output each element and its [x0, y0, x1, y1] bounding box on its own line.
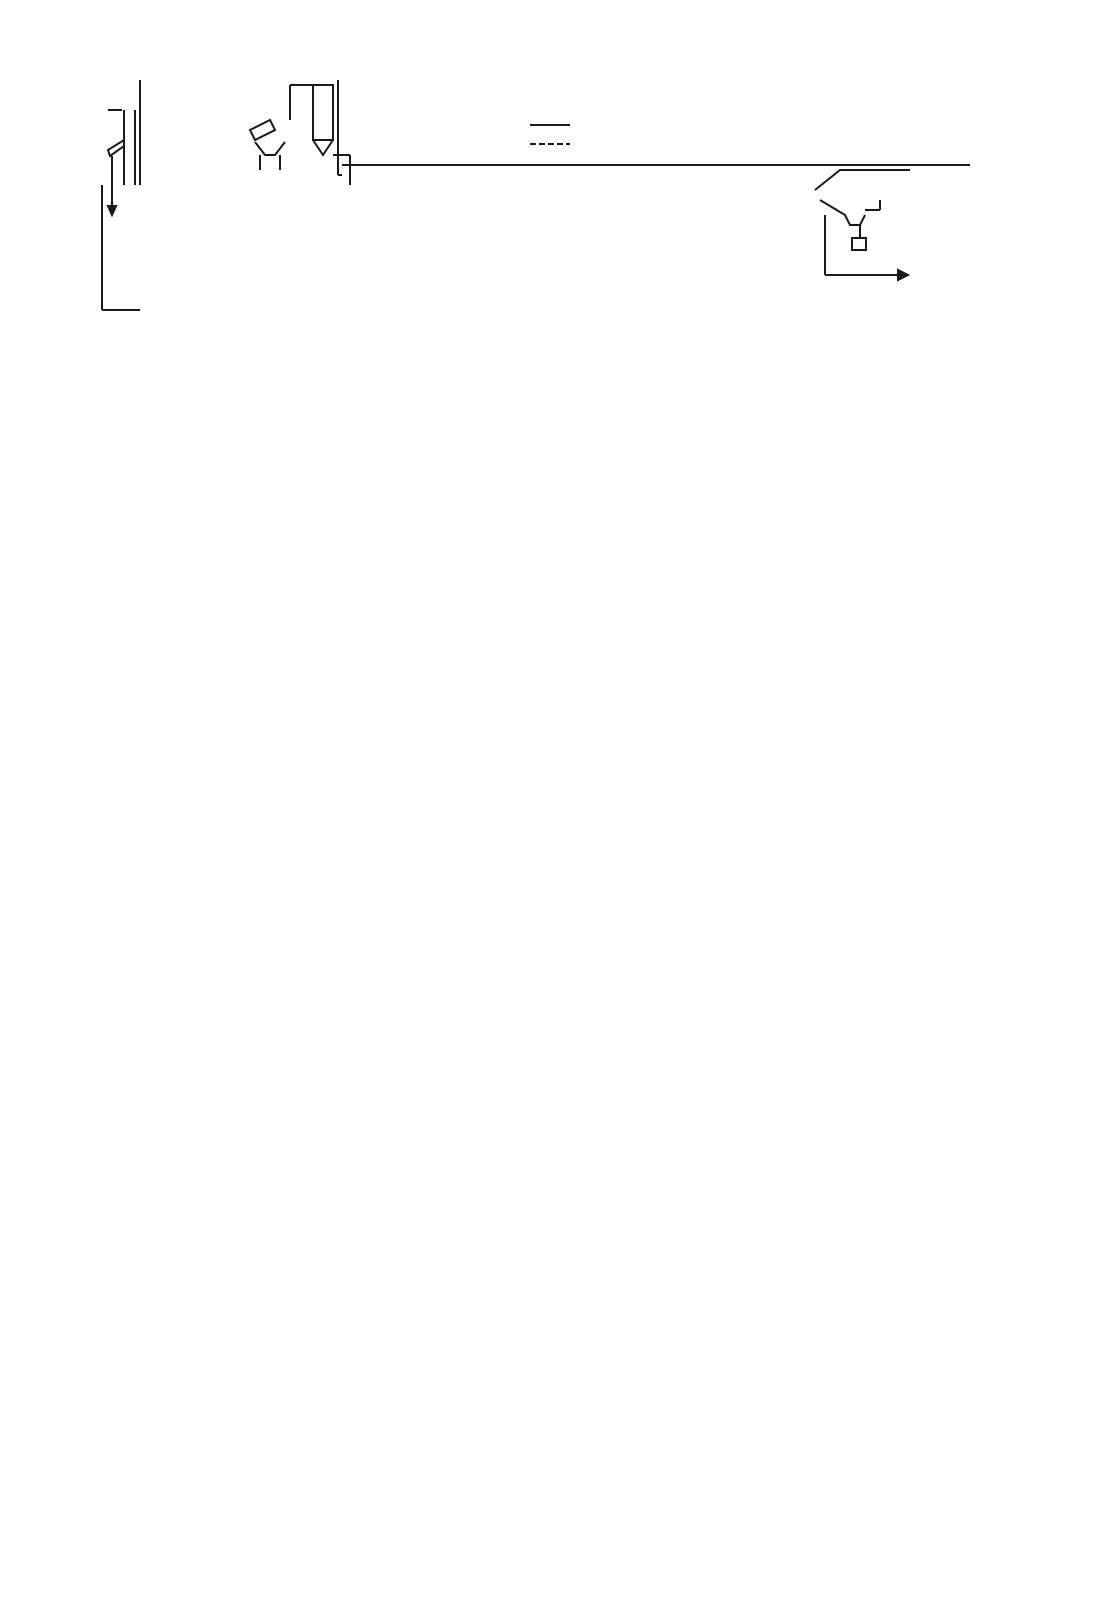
page-body	[80, 530, 985, 560]
process-flow-diagram	[80, 60, 1040, 370]
diagram-svg	[80, 60, 1040, 370]
